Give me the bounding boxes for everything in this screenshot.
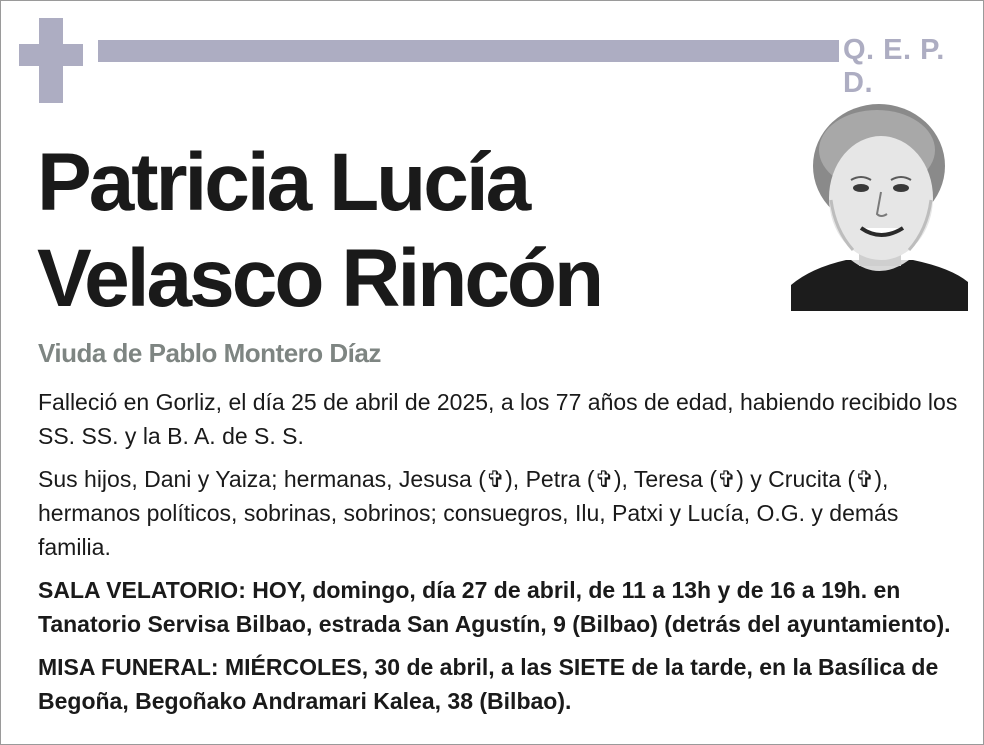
portrait-photo: [791, 100, 968, 311]
qepd-label: Q. E. P. D.: [843, 34, 945, 99]
deceased-name: [37, 135, 601, 327]
cross-icon-bar: [19, 44, 83, 66]
notice-body: [38, 385, 958, 727]
deceased-name-line2: Velasco Rincón: [37, 233, 602, 324]
deceased-name-line1: Patricia Lucía: [37, 137, 529, 228]
wake-details: SALA VELATORIO: HOY, domingo, día 27 de abril, de 11 a 13h y de 16 a 19h. en Tanatorio Servisa Bilbao, estrada San Agustín, 9 (Bilbao) (detrás del ayuntamiento).: [38, 577, 951, 637]
header-rule: [98, 40, 839, 62]
family-list: Sus hijos, Dani y Yaiza; hermanas, Jesusa (✞), Petra (✞), Teresa (✞) y Crucita (✞), hermanos políticos, sobrinas, sobrinos; consuegros, Ilu, Patxi y Lucía, O.G. y demás familia.: [38, 466, 899, 560]
funeral-mass-details: MISA FUNERAL: MIÉRCOLES, 30 de abril, a las SIETE de la tarde, en la Basílica de Begoña, Begoñako Andramari Kalea, 38 (Bilbao).: [38, 654, 939, 714]
widow-of-subtitle: Viuda de Pablo Montero Díaz: [38, 338, 381, 368]
death-announcement: Falleció en Gorliz, el día 25 de abril de 2025, a los 77 años de edad, habiendo recibido los SS. SS. y la B. A. de S. S.: [38, 389, 958, 449]
